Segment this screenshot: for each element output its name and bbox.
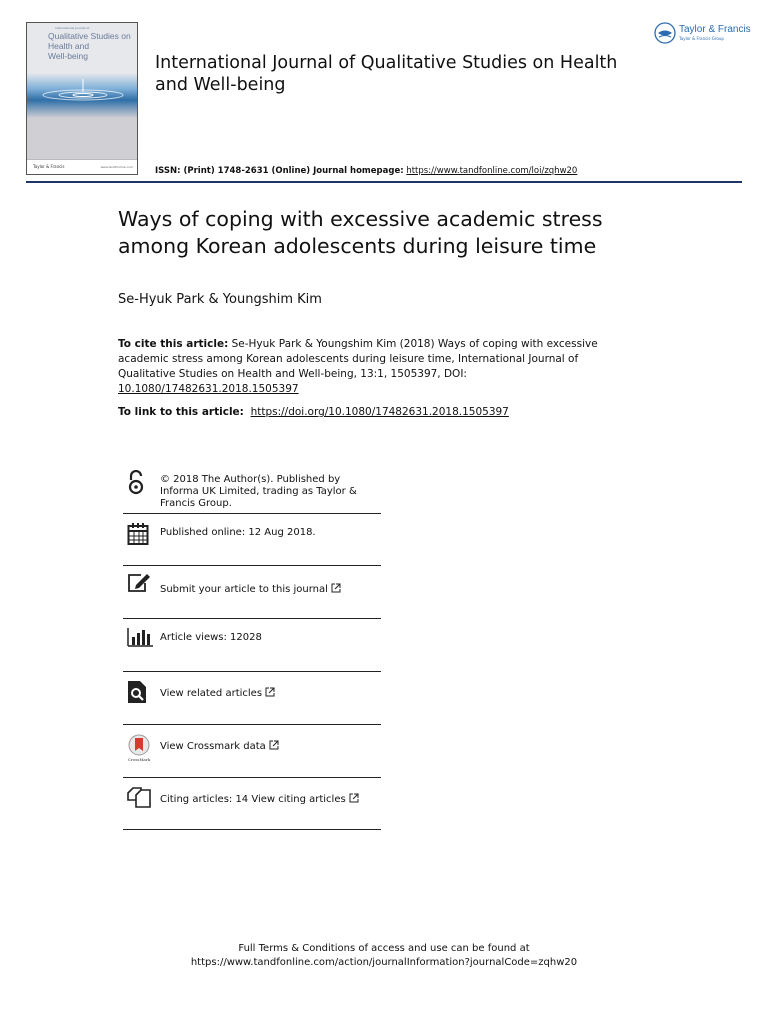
- citing-text: [160, 793, 359, 806]
- open-access-icon: [127, 470, 145, 496]
- external-link-icon: [265, 687, 275, 697]
- crossmark-label: View Crossmark data: [160, 741, 266, 752]
- water-ripple-image: [27, 73, 138, 118]
- citation-label: To cite this article:: [118, 338, 229, 350]
- submit-item[interactable]: [123, 566, 381, 619]
- article-link-line: [118, 406, 509, 418]
- citation-block: [118, 337, 623, 397]
- taylor-francis-logo-icon: [654, 22, 676, 44]
- crossmark-item[interactable]: [123, 725, 381, 778]
- citing-item[interactable]: [123, 778, 381, 830]
- cover-title: [48, 31, 131, 61]
- crossmark-badge-text: CrossMark: [127, 757, 151, 762]
- related-label: View related articles: [160, 688, 263, 699]
- edit-pencil-icon: [127, 573, 151, 593]
- calendar-icon: [127, 522, 149, 546]
- issn-label: ISSN: (Print) 1748-2631 (Online) Journal homepage:: [155, 166, 404, 176]
- external-link-icon: [331, 583, 341, 593]
- cover-url: www.tandfonline.com: [100, 165, 133, 169]
- copyright-text: © 2018 The Author(s). Published by Informa UK Limited, trading as Taylor & Francis Group.: [160, 474, 357, 509]
- citation-text: Se-Hyuk Park & Youngshim Kim (2018) Ways of coping with excessive academic stress among Korean adolescents during leisure time, International Journal of Qualitative Studies on Health and Well-being, 13:1, 1505397, DOI:: [118, 338, 598, 380]
- article-doi-link[interactable]: https://doi.org/10.1080/17482631.2018.1505397: [250, 406, 509, 418]
- header-rule: [26, 181, 742, 183]
- article-title: Ways of coping with excessive academic stress among Korean adolescents during leisure time: [118, 207, 603, 258]
- footer-line-1: Full Terms & Conditions of access and use can be found at: [238, 943, 530, 954]
- published-date: Published online: 12 Aug 2018.: [160, 527, 316, 538]
- publisher-name: Taylor & Francis: [679, 24, 751, 35]
- cover-title-line: Qualitative Studies on: [48, 31, 131, 41]
- article-authors: Se-Hyuk Park & Youngshim Kim: [118, 292, 322, 307]
- footer-terms-link[interactable]: https://www.tandfonline.com/action/journalInformation?journalCode=zqhw20: [190, 957, 578, 968]
- journal-cover[interactable]: [26, 22, 138, 175]
- crossmark-icon: [127, 734, 151, 762]
- citing-label: Citing articles: 14 View citing articles: [160, 794, 346, 805]
- cover-publisher: Taylor & Francis: [33, 164, 65, 169]
- external-link-icon: [269, 740, 279, 750]
- related-text: [160, 687, 275, 700]
- submit-label: Submit your article to this journal: [160, 584, 328, 595]
- publisher-group: Taylor & Francis Group: [679, 36, 724, 41]
- citing-documents-icon: [127, 786, 151, 808]
- views-count: Article views: 12028: [160, 632, 262, 643]
- cover-footer: [27, 159, 137, 174]
- views-item: [123, 619, 381, 672]
- footer-terms: [0, 942, 768, 970]
- cover-small-text: International Journal of: [55, 26, 90, 30]
- link-label: To link to this article:: [118, 406, 244, 418]
- crossmark-text: [160, 740, 279, 753]
- bar-chart-icon: [127, 627, 153, 647]
- document-search-icon: [127, 680, 147, 704]
- submit-text: [160, 583, 341, 596]
- published-item: [123, 514, 381, 566]
- open-access-item: [123, 468, 381, 514]
- issn-line: [155, 166, 577, 176]
- external-link-icon: [349, 793, 359, 803]
- cover-title-line: Well-being: [48, 51, 89, 61]
- related-item[interactable]: [123, 672, 381, 725]
- cover-title-line: Health and: [48, 41, 90, 51]
- journal-title: International Journal of Qualitative Studies on Health and Well-being: [155, 53, 618, 95]
- citation-doi-link[interactable]: 10.1080/17482631.2018.1505397: [118, 383, 299, 395]
- journal-homepage-link[interactable]: https://www.tandfonline.com/loi/zqhw20: [406, 166, 578, 176]
